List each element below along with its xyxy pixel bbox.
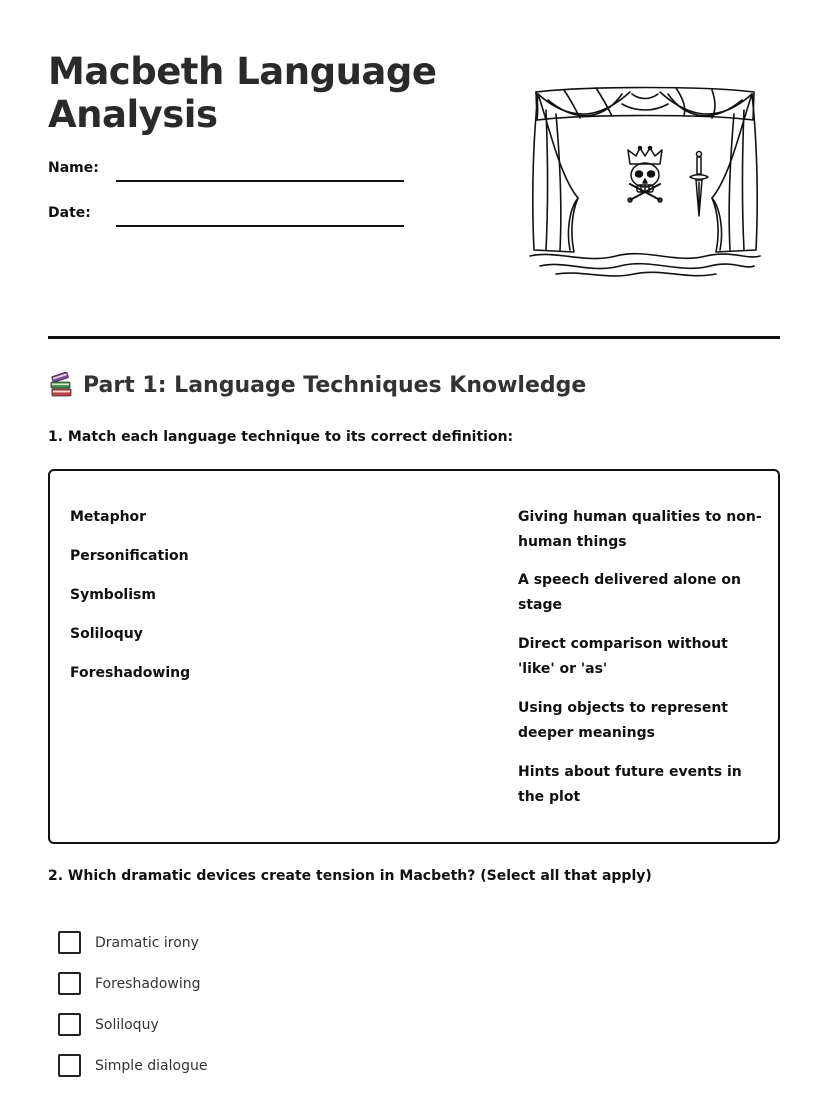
definition-item[interactable]: Hints about future events in the plot [518,764,742,805]
question-2-prompt: 2. Which dramatic devices create tension in Macbeth? (Select all that apply) [48,868,652,884]
dagger-icon [690,152,708,217]
definition-item[interactable]: Direct comparison without 'like' or 'as' [518,636,728,677]
books-icon [48,372,74,398]
definition-item[interactable]: A speech delivered alone on stage [518,572,742,613]
date-field[interactable] [116,225,404,227]
part1-heading [48,372,586,398]
name-label: Name: [48,160,99,176]
option-label: Foreshadowing [95,975,201,992]
option-dramatic-irony [58,931,199,954]
term-item[interactable]: Symbolism [70,587,156,603]
term-item[interactable]: Foreshadowing [70,665,191,681]
option-soliloquy [58,1013,159,1036]
crowned-skull-icon [628,147,662,203]
option-label: Simple dialogue [95,1057,208,1074]
date-label: Date: [48,205,91,221]
checkbox[interactable] [58,931,81,954]
option-label: Soliloquy [95,1016,159,1033]
part1-heading-text: Part 1: Language Techniques Knowledge [83,372,587,398]
question-1-prompt: 1. Match each language technique to its correct definition: [48,429,514,445]
term-item[interactable]: Soliloquy [70,626,143,642]
page-title: Macbeth Language Analysis [48,50,437,136]
definition-item[interactable]: Giving human qualities to non-human things [518,509,762,550]
matching-box [48,469,780,844]
checkbox[interactable] [58,972,81,995]
name-field[interactable] [116,180,404,182]
checkbox[interactable] [58,1013,81,1036]
option-simple-dialogue [58,1054,207,1077]
option-label: Dramatic irony [95,934,199,951]
definition-item[interactable]: Using objects to represent deeper meanings [518,700,728,741]
checkbox[interactable] [58,1054,81,1077]
term-item[interactable]: Metaphor [70,509,147,525]
option-foreshadowing [58,972,200,995]
theater-illustration [526,80,764,284]
term-item[interactable]: Personification [70,548,189,564]
section-divider [48,336,780,339]
